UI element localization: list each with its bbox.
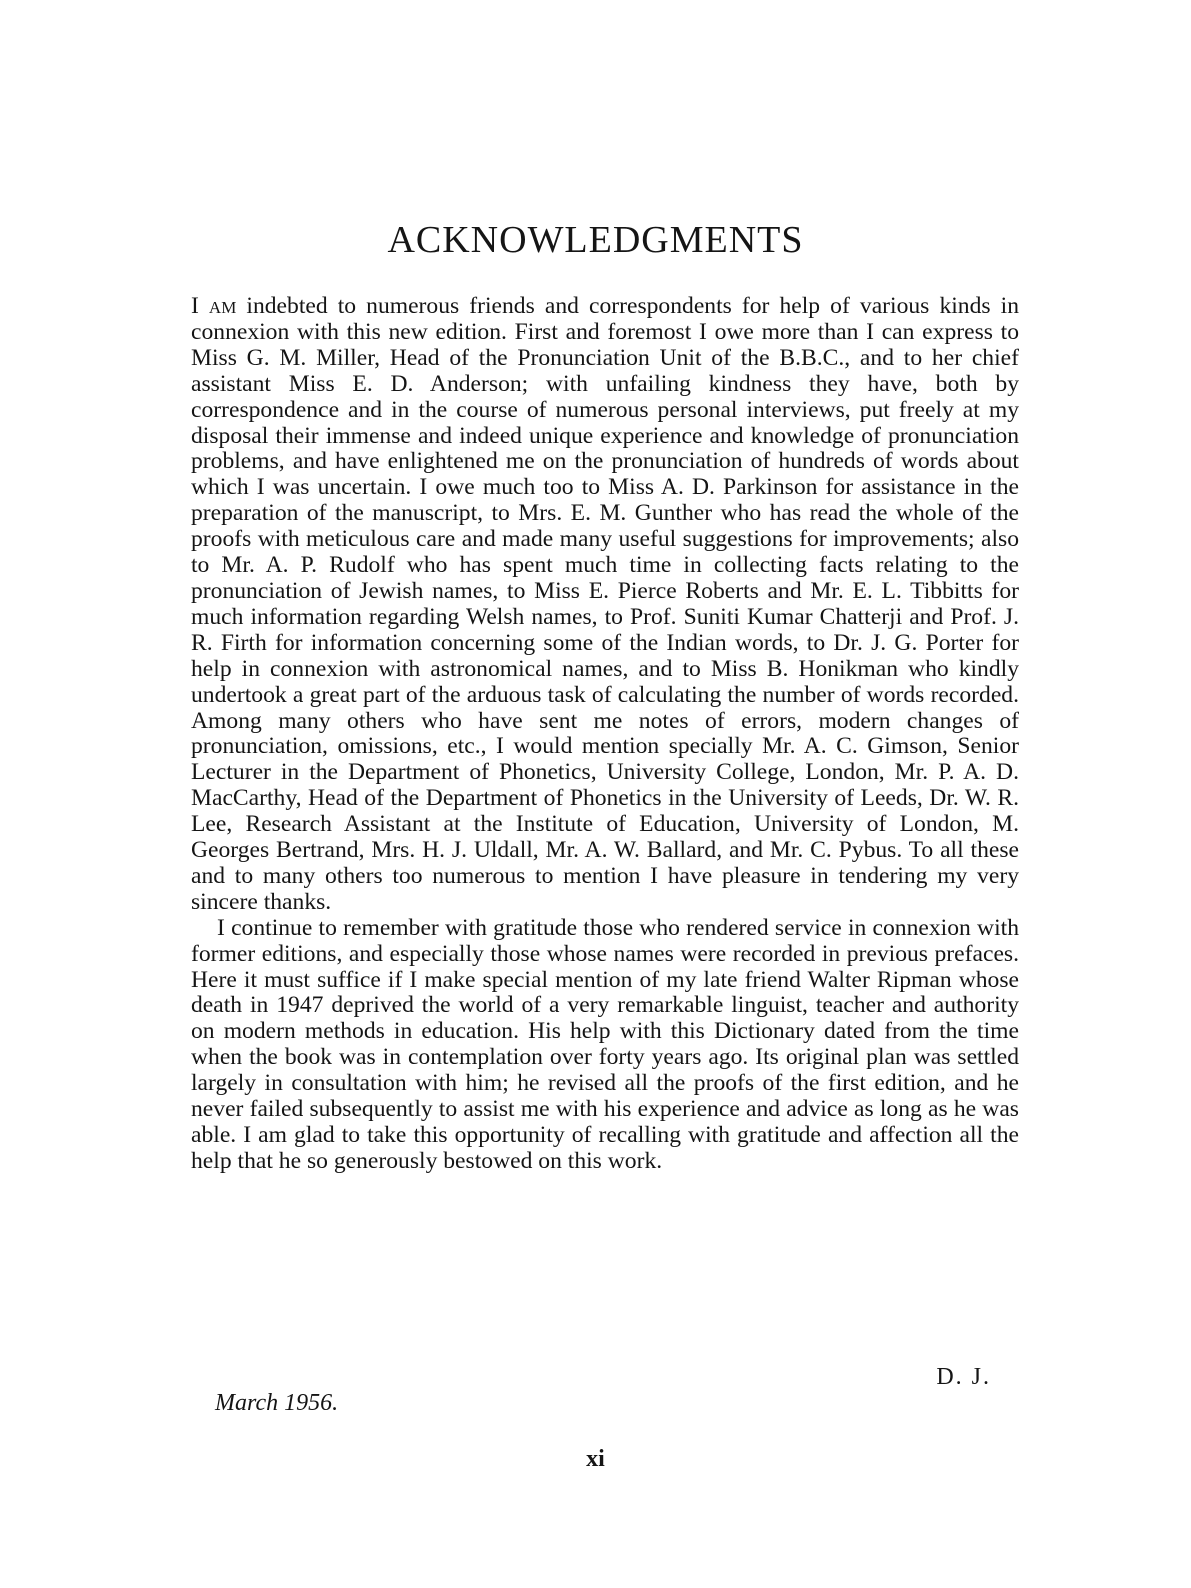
acknowledgments-body: [191, 294, 1019, 1175]
paragraph-1-text: indebted to numerous friends and correspondents for help of various kinds in connexion with this new edition. First and foremost I owe more than I can express to Miss G. M. Miller, Head of the Pronunciation Unit of the B.B.C., and to her chief assistant Miss E. D. Anderson; with unfailing kindness they have, both by correspondence and in the course of numerous personal interviews, put freely at my disposal their immense and indeed unique experience and knowledge of pronunciation problems, and have enlightened me on the pronunciation of hundreds of words about which I was uncertain. I owe much too to Miss A. D. Parkinson for assistance in the preparation of the manuscript, to Mrs. E. M. Gunther who has read the whole of the proofs with meticulous care and made many useful suggestions for improvements; also to Mr. A. P. Rudolf who has spent much time in collecting facts relating to the pronunciation of Jewish names, to Miss E. Pierce Roberts and Mr. E. L. Tibbitts for much information regarding Welsh names, to Prof. Suniti Kumar Chatterji and Prof. J. R. Firth for information concerning some of the Indian words, to Dr. J. G. Porter for help in connexion with astronomical names, and to Miss B. Honikman who kindly undertook a great part of the arduous task of calculating the number of words recorded. Among many others who have sent me notes of errors, modern changes of pronunciation, omissions, etc., I would mention specially Mr. A. C. Gimson, Senior Lecturer in the Department of Phonetics, University College, London, Mr. P. A. D. MacCarthy, Head of the Department of Phonetics in the University of Leeds, Dr. W. R. Lee, Research Assistant at the Institute of Education, University of London, M. Georges Bertrand, Mrs. H. J. Uldall, Mr. A. W. Ballard, and Mr. C. Pybus. To all these and to many others too numerous to mention I have pleasure in tendering my very sincere thanks.: [191, 293, 1019, 915]
page-number: xi: [586, 1446, 605, 1472]
paragraph-2: I continue to remember with gratitude those who rendered service in connexion with former editions, and especially those whose names were recorded in previous prefaces. Here it must suffice if I make special mention of my late friend Walter Ripman whose death in 1947 deprived the world of a very remarkable linguist, teacher and authority on modern methods in education. His help with this Dictionary dated from the time when the book was in contemplation over forty years ago. Its original plan was settled largely in consultation with him; he revised all the proofs of the first edition, and he never failed subsequently to assist me with his experience and advice as long as he was able. I am glad to take this opportunity of recalling with gratitude and affection all the help that he so generously bestowed on this work.: [191, 914, 1019, 1174]
page-title: ACKNOWLEDGMENTS: [387, 219, 804, 261]
author-initials: D. J.: [936, 1364, 991, 1390]
paragraph-1: [191, 294, 1019, 916]
date-line: March 1956.: [215, 1390, 339, 1416]
paragraph-1-lead: I am: [191, 293, 237, 319]
